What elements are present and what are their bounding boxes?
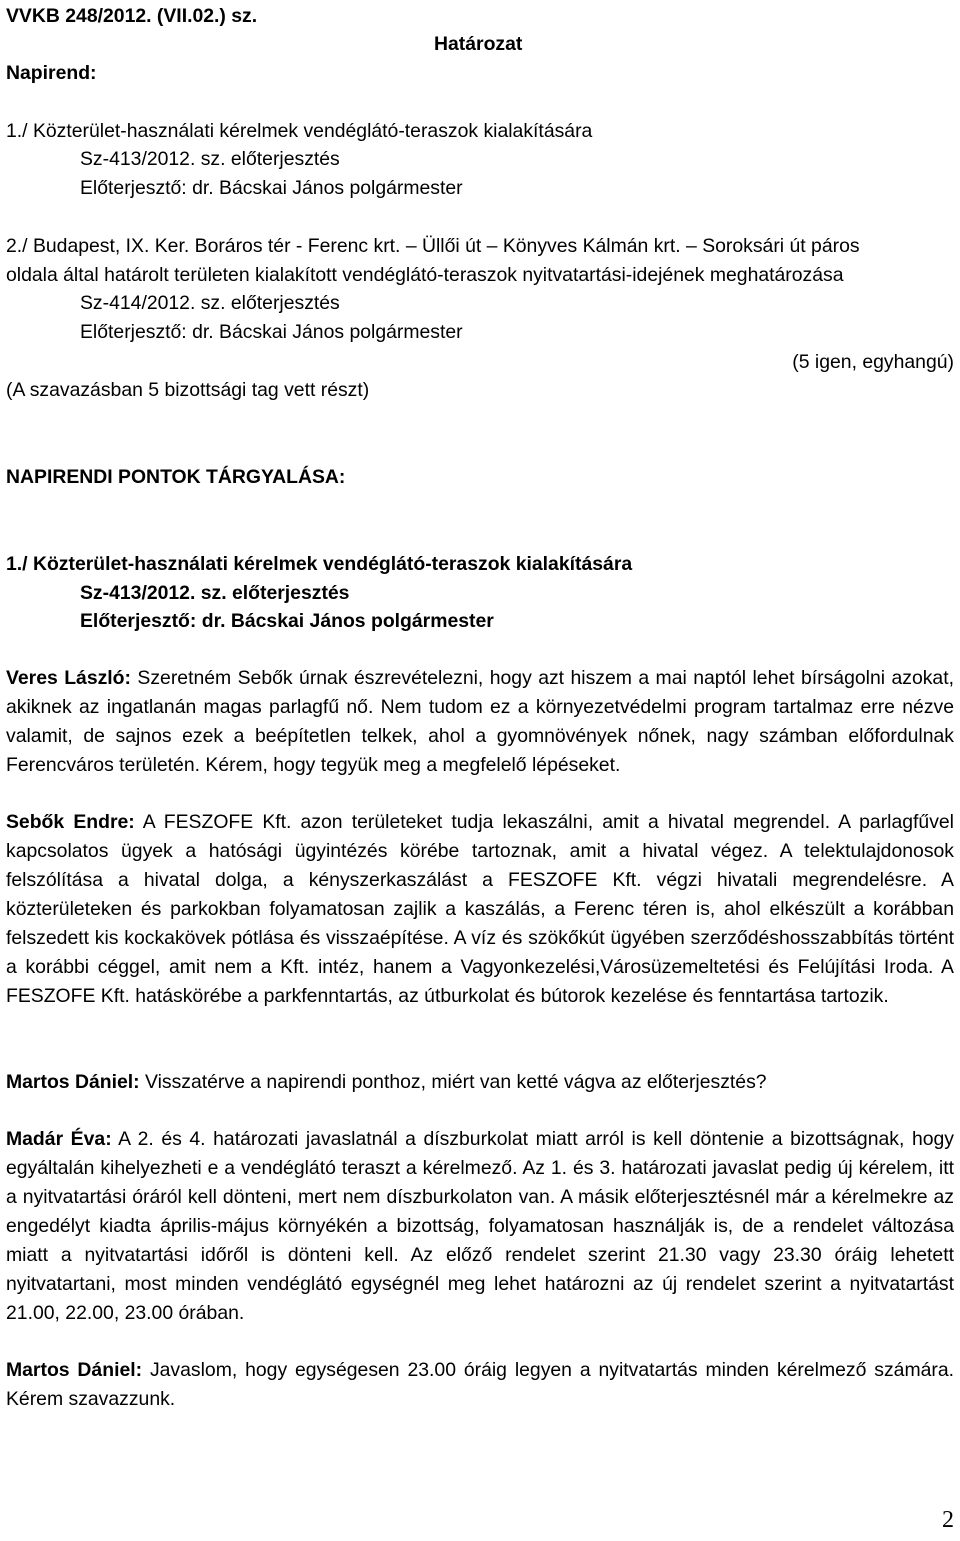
speaker-name: Sebők Endre: <box>6 811 135 833</box>
agenda-item-1-presenter: Előterjesztő: dr. Bácskai János polgármester <box>80 177 463 199</box>
speaker-name: Martos Dániel: <box>6 1071 140 1093</box>
statement-madar <box>6 1125 954 1328</box>
agenda-item-2-presenter: Előterjesztő: dr. Bácskai János polgármester <box>80 321 463 343</box>
speaker-name: Martos Dániel: <box>6 1359 143 1381</box>
speaker-name: Madár Éva: <box>6 1128 112 1150</box>
statement-martos-2 <box>6 1356 954 1414</box>
item-1-presenter: Előterjesztő: dr. Bácskai János polgármester <box>80 610 494 632</box>
decision-heading: Határozat <box>434 33 523 55</box>
vote-participants: (A szavazásban 5 bizottsági tag vett részt) <box>6 379 370 401</box>
agenda-item-2-ref: Sz-414/2012. sz. előterjesztés <box>80 292 340 314</box>
item-1-ref: Sz-413/2012. sz. előterjesztés <box>80 582 350 604</box>
statement-text: Javaslom, hogy egységesen 23.00 óráig legyen a nyitvatartás minden kérelmező számára. Kérem szavazzunk. <box>6 1359 955 1410</box>
agenda-item-1-ref: Sz-413/2012. sz. előterjesztés <box>80 148 340 170</box>
page-number: 2 <box>942 1507 954 1533</box>
statement-veres <box>6 664 954 780</box>
vote-result: (5 igen, egyhangú) <box>792 351 954 373</box>
statement-text: Szeretném Sebők úrnak észrevételezni, hogy azt hiszem a mai naptól lehet bírságolni azokat, akiknek az ingatlanán magas parlagfű nő. Nem tudom ez a környezetvédelmi program tartalmaz erre nézve valamit, de sajnos ezek a beépítetlen telkek, ahol a gyomnövények nőnek, nagy számban előfordulnak Ferencváros területén. Kérem, hogy tegyük meg a megfelelő lépéseket. <box>6 667 954 776</box>
agenda-item-2-title-cont: oldala által határolt területen kialakított vendéglátó-teraszok nyitvatartási-idejének meghatározása <box>6 264 844 286</box>
document-reference: VVKB 248/2012. (VII.02.) sz. <box>6 5 258 27</box>
agenda-item-2-title: 2./ Budapest, IX. Ker. Boráros tér - Ferenc krt. – Üllői út – Könyves Kálmán krt. – Soroksári út páros <box>6 235 860 257</box>
speaker-name: Veres László: <box>6 667 131 689</box>
item-1-title: 1./ Közterület-használati kérelmek vendéglátó-teraszok kialakítására <box>6 553 633 575</box>
statement-text: A 2. és 4. határozati javaslatnál a díszburkolat miatt arról is kell döntenie a bizottságnak, hogy egyáltalán kihelyezheti e a vendéglátó teraszt a kérelmező. Az 1. és 3. határozati javaslat pedig új kérelem, itt a nyitvatartási óráról kell dönteni, mert nem díszburkolaton van. A másik előterjesztésnél már a kérelmekre az engedélyt kiadta április-május környékén a bizottság, folyamatosan használják is, de a rendelet változása miatt a nyitvatartási időről is dönteni kell. Az előző rendelet szerint 21.30 vagy 23.30 óráig lehetett nyitvatartani, most minden vendéglátó egységnél meg lehet határozni az új rendelet szerint a nyitvatartást 21.00, 22.00, 23.00 órában. <box>6 1128 954 1324</box>
statement-martos-1 <box>6 1068 954 1097</box>
statement-text: A FESZOFE Kft. azon területeket tudja lekaszálni, amit a hivatal megrendel. A parlagfűvel kapcsolatos ügyek a hatósági ügyintézés körébe tartoznak, amit a hivatal végez. A telektulajdonosok felszólítása a hivatal dolga, a kényszerkaszálást a FESZOFE Kft. végzi hivatali megrendelésre. A közterületeken és parkokban folyamatosan zajlik a kaszálás, a Ferenc téren is, ahol elkészült a korábban felszedett kis kockakövek pótlása és visszaépítése. A víz és szökőkút ügyében szerződéshosszabbítás történt a korábbi céggel, amit nem a Kft. intéz, hanem a Vagyonkezelési,Városüzemeltetési és Felújítási Iroda. A FESZOFE Kft. hatáskörébe a parkfenntartás, az útburkolat és bútorok kezelése és fenntartása tartozik. <box>6 811 954 1007</box>
section-heading: NAPIRENDI PONTOK TÁRGYALÁSA: <box>6 466 346 488</box>
agenda-label: Napirend: <box>6 62 97 84</box>
agenda-item-1-title: 1./ Közterület-használati kérelmek vendéglátó-teraszok kialakítására <box>6 120 593 142</box>
statement-sebok <box>6 808 954 1011</box>
statement-text: Visszatérve a napirendi ponthoz, miért van ketté vágva az előterjesztés? <box>139 1071 767 1093</box>
